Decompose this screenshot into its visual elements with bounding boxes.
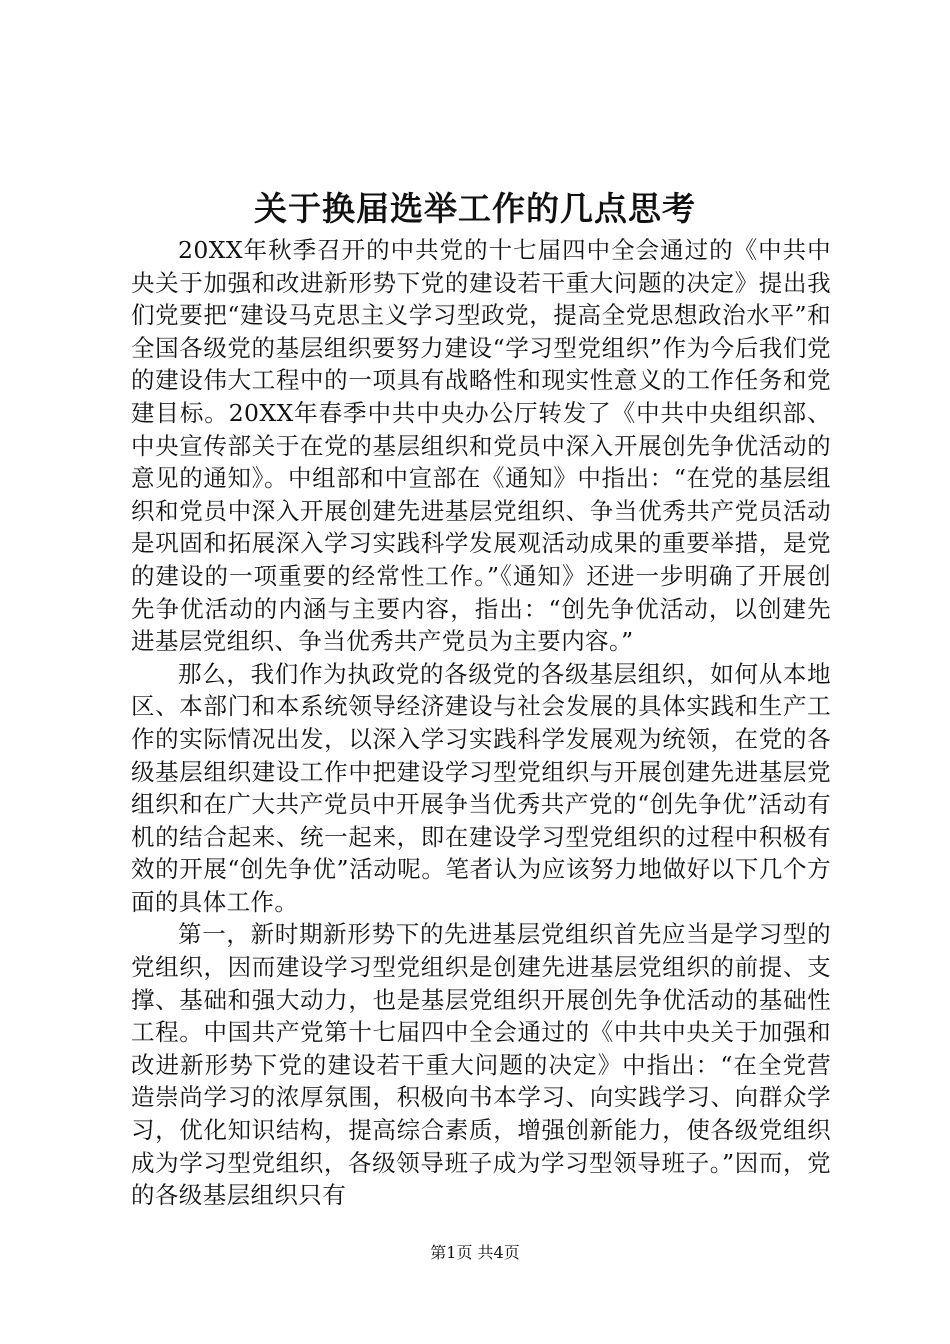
paragraph-1: 20XX年秋季召开的中共党的十七届四中全会通过的《中共中央关于加强和改进新形势下党的建设若干重大问题的决定》提出我们党要把“建设马克思主义学习型政党，提高全党思想政治水平”和全国各级党的基层组织要努力建设“学习型党组织”作为今后我们党的建设伟大工程中的一项具有战略性和现实性意义的工作任务和党建目标。20XX年春季中共中央办公厅转发了《中共中央组织部、中央宣传部关于在党的基层组织和党员中深入开展创先争优活动的意见的通知》。中组部和中宣部在《通知》中指出：“在党的基层组织和党员中深入开展创建先进基层党组织、争当优秀共产党员活动是巩固和拓展深入学习实践科学发展观活动成果的重要举措，是党的建设的一项重要的经常性工作。”《通知》还进一步明确了开展创先争优活动的内涵与主要内容，指出：“创先争优活动，以创建先进基层党组织、争当优秀共产党员为主要内容。” — [131, 236, 831, 656]
paragraph-2: 那么，我们作为执政党的各级党的各级基层组织，如何从本地区、本部门和本系统领导经济建设与社会发展的具体实践和生产工作的实际情况出发，以深入学习实践科学发展观为统领，在党的各级基层组织建设工作中把建设学习型党组织与开展创建先进基层党组织和在广大共产党员中开展争当优秀共产党的“创先争优”活动有机的结合起来、统一起来，即在建设学习型党组织的过程中积极有效的开展“创先争优”活动呢。笔者认为应该努力地做好以下几个方面的具体工作。 — [131, 659, 831, 916]
paragraph-3: 第一，新时期新形势下的先进基层党组织首先应当是学习型的党组织，因而建设学习型党组织是创建先进基层党组织的前提、支撑、基础和强大动力，也是基层党组织开展创先争优活动的基础性工程。中国共产党第十七届四中全会通过的《中共中央关于加强和改进新形势下党的建设若干重大问题的决定》中指出：“在全党营造崇尚学习的浓厚氛围，积极向书本学习、向实践学习、向群众学习，优化知识结构，提高综合素质，增强创新能力，使各级党组织成为学习型党组织，各级领导班子成为学习型领导班子。”因而，党的各级基层组织只有 — [131, 920, 831, 1210]
document-title: 关于换届选举工作的几点思考 — [254, 189, 696, 228]
page-number-footer: 第1页 共4页 — [430, 1243, 520, 1262]
document-body — [131, 234, 831, 1212]
